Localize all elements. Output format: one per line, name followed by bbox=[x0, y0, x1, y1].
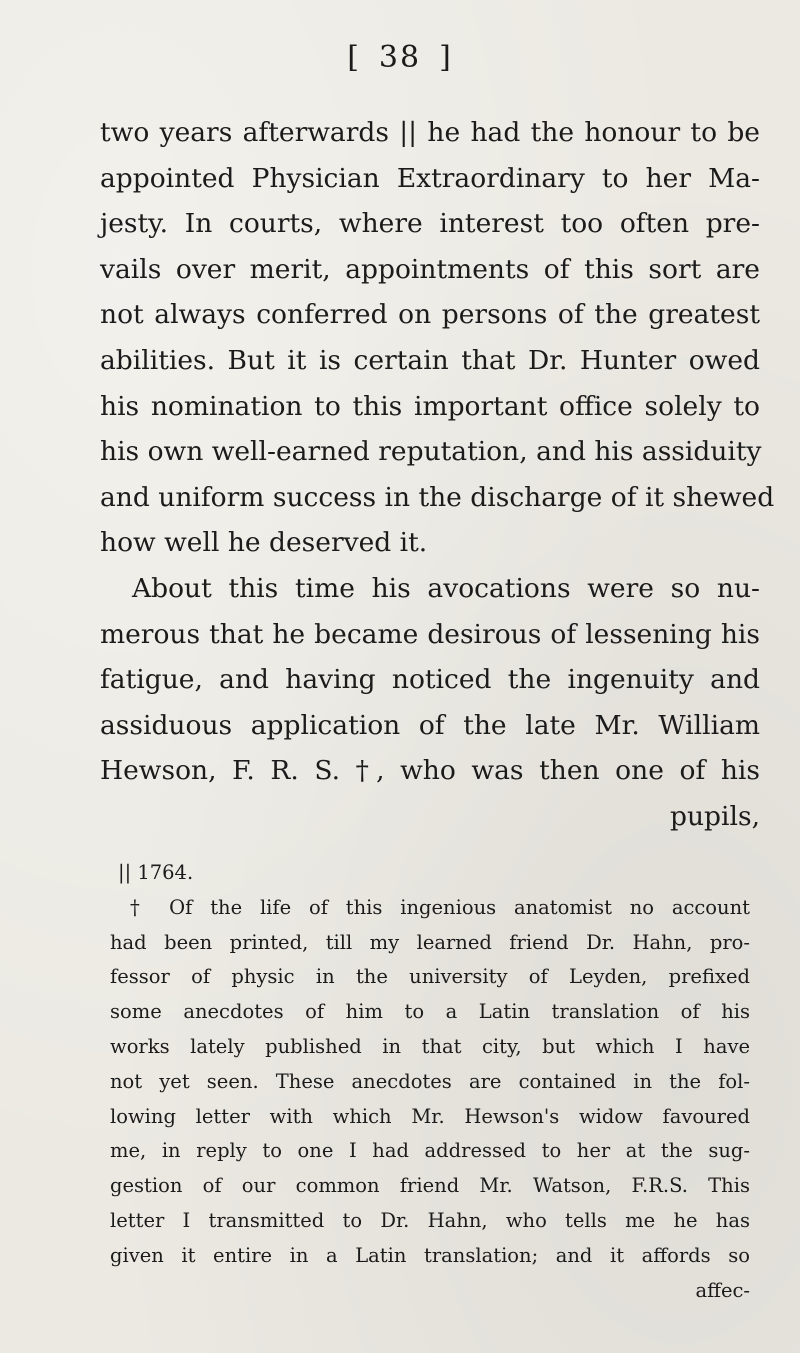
text-line: Hewson, F. R. S. †, who was then one of his bbox=[100, 755, 760, 787]
text-line: abilities. But it is certain that Dr. Hunter owed bbox=[100, 344, 760, 376]
text-line: two years afterwards || he had the honour to be bbox=[100, 117, 760, 148]
footnote-line: me, in reply to one I had addressed to her at the sug- bbox=[110, 1139, 750, 1163]
footnote-1764: || 1764. bbox=[118, 861, 194, 884]
footnote-line: fessor of physic in the university of Leyden, prefixed bbox=[110, 965, 750, 989]
catchword-affec: affec- bbox=[695, 1278, 750, 1302]
page-header bbox=[0, 40, 800, 75]
main-text bbox=[100, 110, 775, 840]
footnote-line: lowing letter with which Mr. Hewson's widow favoured bbox=[110, 1104, 750, 1128]
footnote-line: gestion of our common friend Mr. Watson, F.R.S. This bbox=[110, 1174, 750, 1198]
footnote-line: some anecdotes of him to a Latin translation of his bbox=[110, 1000, 750, 1024]
footnote-line: letter I transmitted to Dr. Hahn, who tells me he has bbox=[110, 1208, 750, 1232]
text-line: assiduous application of the late Mr. William bbox=[100, 709, 760, 741]
footnote-line: given it entire in a Latin translation; and it affords so bbox=[110, 1243, 750, 1267]
footnote-line: works lately published in that city, but which I have bbox=[110, 1034, 750, 1058]
footnote-line: not yet seen. These anecdotes are contained in the fol- bbox=[110, 1069, 750, 1093]
text-line: About this time his avocations were so nu- bbox=[132, 572, 760, 604]
text-line: fatigue, and having noticed the ingenuity and bbox=[100, 664, 760, 696]
text-line: his own well-earned reputation, and his assiduity bbox=[100, 436, 762, 468]
header-right-bracket: ] bbox=[439, 40, 453, 75]
text-line: vails over merit, appointments of this sort are bbox=[100, 253, 760, 285]
footnote-hewson bbox=[110, 891, 750, 1309]
page-number: 38 bbox=[378, 40, 422, 75]
text-line: appointed Physician Extraordinary to her Ma- bbox=[100, 162, 760, 194]
text-line: his nomination to this important office solely to bbox=[100, 390, 760, 422]
paragraph-1 bbox=[100, 110, 775, 566]
text-line: how well he deserved it. bbox=[100, 527, 428, 559]
footnote-line: † Of the life of this ingenious anatomist no account bbox=[130, 895, 750, 919]
text-line: jesty. In courts, where interest too often pre- bbox=[100, 208, 760, 240]
footnote-line: had been printed, till my learned friend Dr. Hahn, pro- bbox=[110, 930, 750, 954]
paragraph-2 bbox=[100, 566, 760, 840]
header-left-bracket: [ bbox=[347, 40, 361, 75]
text-line: merous that he became desirous of lessening his bbox=[100, 618, 760, 650]
text-line: and uniform success in the discharge of it shewed bbox=[100, 481, 775, 513]
footnotes bbox=[110, 856, 750, 1308]
catchword-pupils: pupils, bbox=[670, 800, 760, 832]
text-line: not always conferred on persons of the greatest bbox=[100, 299, 760, 331]
